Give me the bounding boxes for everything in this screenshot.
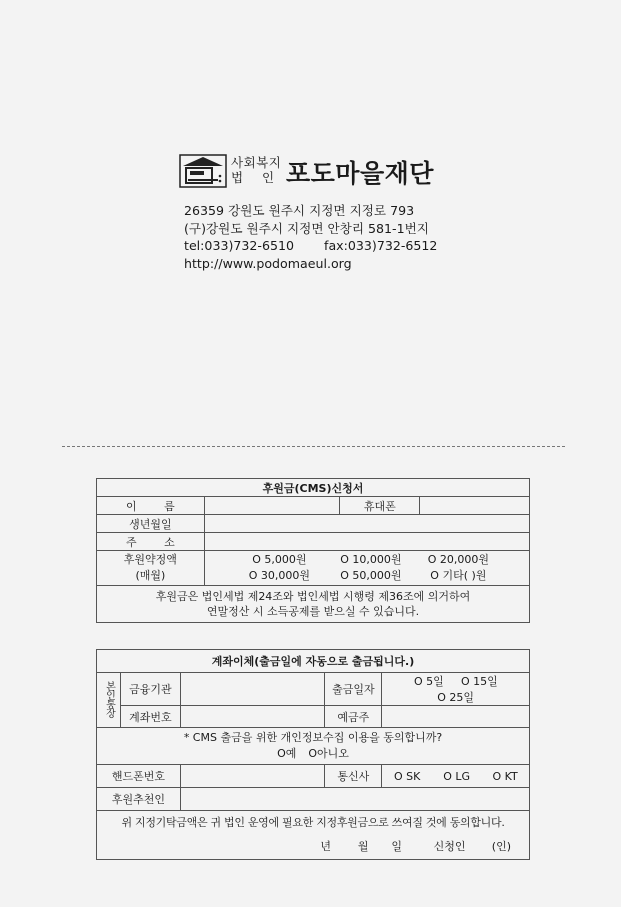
seal-label: (인) bbox=[491, 840, 511, 853]
withdraw-date-options bbox=[382, 673, 530, 706]
address-block bbox=[184, 202, 437, 272]
form1-title: 후원금(CMS)신청서 bbox=[97, 479, 530, 497]
address-line2: (구)강원도 원주시 지정면 안창리 581-1번지 bbox=[184, 220, 429, 236]
tel-text: tel:033)732-6510 bbox=[184, 238, 295, 253]
website-link[interactable]: http://www.podomaeul.org bbox=[184, 255, 352, 271]
recommender-label: 후원추천인 bbox=[97, 788, 181, 811]
name-field[interactable] bbox=[204, 497, 340, 515]
birth-label: 생년월일 bbox=[97, 515, 205, 533]
birth-field[interactable] bbox=[204, 515, 529, 533]
own-account-text: 본인통장 bbox=[103, 680, 115, 717]
own-account-label bbox=[97, 673, 121, 728]
amount-label bbox=[97, 551, 205, 586]
account-field[interactable] bbox=[180, 706, 325, 728]
contact-line bbox=[184, 237, 437, 255]
consent-no[interactable]: O아니오 bbox=[308, 747, 349, 760]
form2-title: 계좌이체(출금일에 자동으로 출금됩니다.) bbox=[97, 650, 530, 673]
tax-note-line1: 후원금은 법인세법 제24조와 법인세법 시행령 제36조에 의거하여 bbox=[155, 590, 471, 603]
phone-field[interactable] bbox=[420, 497, 530, 515]
holder-field[interactable] bbox=[382, 706, 530, 728]
amount-option[interactable]: O 5,000원 bbox=[252, 553, 307, 566]
agreement-text: 위 지정기탁금액은 귀 법인 운영에 필요한 지정후원금으로 쓰여질 것에 동의합니다. bbox=[121, 816, 505, 829]
sponsorship-form bbox=[96, 478, 530, 623]
mobile-label: 핸드폰번호 bbox=[97, 765, 181, 788]
amount-options-row2 bbox=[205, 568, 529, 584]
amount-option[interactable]: O 20,000원 bbox=[427, 553, 489, 566]
amount-options-row1 bbox=[205, 552, 529, 568]
org-type-line1: 사회복지 bbox=[231, 155, 282, 170]
year-label: 년 bbox=[320, 840, 331, 853]
amount-option[interactable]: O 50,000원 bbox=[340, 569, 402, 582]
withdraw-date-label: 출금일자 bbox=[325, 673, 382, 706]
amount-option[interactable]: O 30,000원 bbox=[248, 569, 310, 582]
account-label: 계좌번호 bbox=[120, 706, 180, 728]
amount-options bbox=[204, 551, 529, 586]
tax-note-line2: 연말정산 시 소득공제를 받으실 수 있습니다. bbox=[206, 605, 420, 618]
mobile-field[interactable] bbox=[180, 765, 325, 788]
consent-yes[interactable]: O예 bbox=[277, 747, 297, 760]
bank-field[interactable] bbox=[180, 673, 325, 706]
carrier-option[interactable]: O SK bbox=[393, 769, 421, 783]
org-name: 포도마을재단 bbox=[286, 159, 434, 188]
bank-label: 금융기관 bbox=[120, 673, 180, 706]
grape-house-logo-icon bbox=[179, 154, 227, 188]
consent-question: * CMS 출금을 위한 개인정보수집 이용을 동의합니까? bbox=[183, 731, 443, 744]
amount-label-sub: (매월) bbox=[135, 569, 166, 582]
amount-option[interactable]: O 10,000원 bbox=[340, 553, 402, 566]
amount-label-main: 후원약정액 bbox=[123, 553, 177, 566]
day-label: 일 bbox=[391, 840, 402, 853]
agreement-cell bbox=[97, 811, 530, 860]
tax-note bbox=[97, 586, 530, 623]
holder-label: 예금주 bbox=[325, 706, 382, 728]
phone-label: 휴대폰 bbox=[340, 497, 420, 515]
address-label: 주 소 bbox=[97, 533, 205, 551]
date-option[interactable]: O 25일 bbox=[437, 691, 475, 704]
org-type bbox=[231, 155, 281, 185]
date-option[interactable]: O 5일 bbox=[413, 675, 444, 688]
carrier-options bbox=[382, 765, 530, 788]
consent-cell bbox=[97, 728, 530, 765]
carrier-label: 통신사 bbox=[325, 765, 382, 788]
address-line1: 26359 강원도 원주시 지정면 지정로 793 bbox=[184, 203, 415, 218]
name-label: 이 름 bbox=[97, 497, 205, 515]
signature-line bbox=[97, 835, 529, 859]
applicant-label: 신청인 bbox=[433, 840, 466, 853]
bank-transfer-form bbox=[96, 649, 530, 860]
recommender-field[interactable] bbox=[180, 788, 529, 811]
fax-text: fax:033)732-6512 bbox=[324, 238, 438, 253]
date-option[interactable]: O 15일 bbox=[460, 675, 498, 688]
org-logo bbox=[179, 152, 459, 192]
cut-line bbox=[62, 446, 565, 447]
org-type-line2: 법 인 bbox=[231, 170, 275, 185]
amount-option[interactable]: O 기타( )원 bbox=[430, 569, 487, 582]
carrier-option[interactable]: O LG bbox=[443, 769, 471, 783]
month-label: 월 bbox=[357, 840, 369, 853]
carrier-option[interactable]: O KT bbox=[492, 769, 518, 783]
address-field[interactable] bbox=[204, 533, 529, 551]
